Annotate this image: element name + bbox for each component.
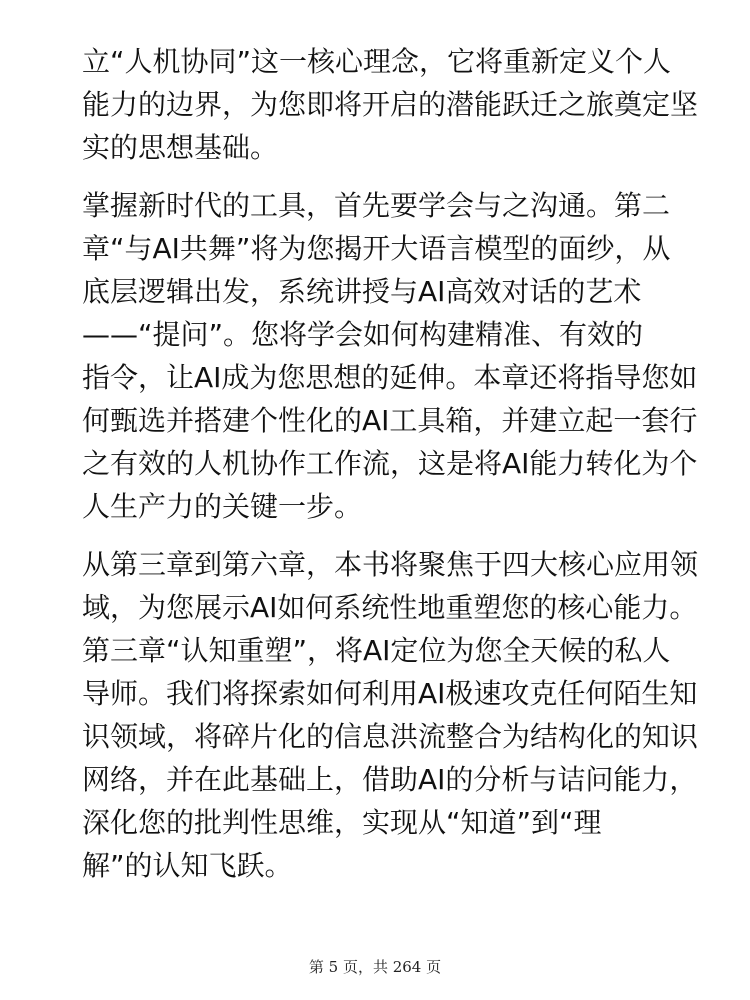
text-line: 立“人机协同”这一核心理念，它将重新定义个人 [82,45,672,78]
paragraph-3 [82,543,699,887]
paragraph-2 [82,184,698,528]
text-line: 能力的边界，为您即将开启的潜能跃迁之旅奠定坚 [82,88,699,121]
text-line: 网络，并在此基础上，借助AI的分析与诘问能力， [82,763,698,796]
text-line: 人生产力的关键一步。 [82,490,363,523]
text-line: 何甄选并搭建个性化的AI工具箱，并建立起一套行 [82,404,698,437]
body-text [82,40,699,887]
text-line: 指令，让AI成为您思想的延伸。本章还将指导您如 [82,361,698,394]
text-line: 第三章“认知重塑”，将AI定位为您全天候的私人 [82,634,671,667]
text-line: 章“与AI共舞”将为您揭开大语言模型的面纱，从 [82,232,671,265]
text-line: 掌握新时代的工具，首先要学会与之沟通。第二 [82,189,671,222]
text-line: 深化您的批判性思维，实现从“知道”到“理 [82,806,602,839]
text-line: 底层逻辑出发，系统讲授与AI高效对话的艺术 [82,275,642,308]
text-line: 之有效的人机协作工作流，这是将AI能力转化为个 [82,447,698,480]
text-line: 导师。我们将探索如何利用AI极速攻克任何陌生知 [82,677,698,710]
paragraph-1 [82,40,699,169]
text-line: 实的思想基础。 [82,131,279,164]
text-line: ——“提问”。您将学会如何构建精准、有效的 [82,318,644,351]
text-line: 从第三章到第六章，本书将聚焦于四大核心应用领 [82,548,699,581]
text-line: 域，为您展示AI如何系统性地重塑您的核心能力。 [82,591,698,624]
text-line: 识领域，将碎片化的信息洪流整合为结构化的知识 [82,720,699,753]
text-line: 解”的认知飞跃。 [82,849,293,882]
page-number-footer: 第 5 页，共 264 页 [308,958,442,976]
